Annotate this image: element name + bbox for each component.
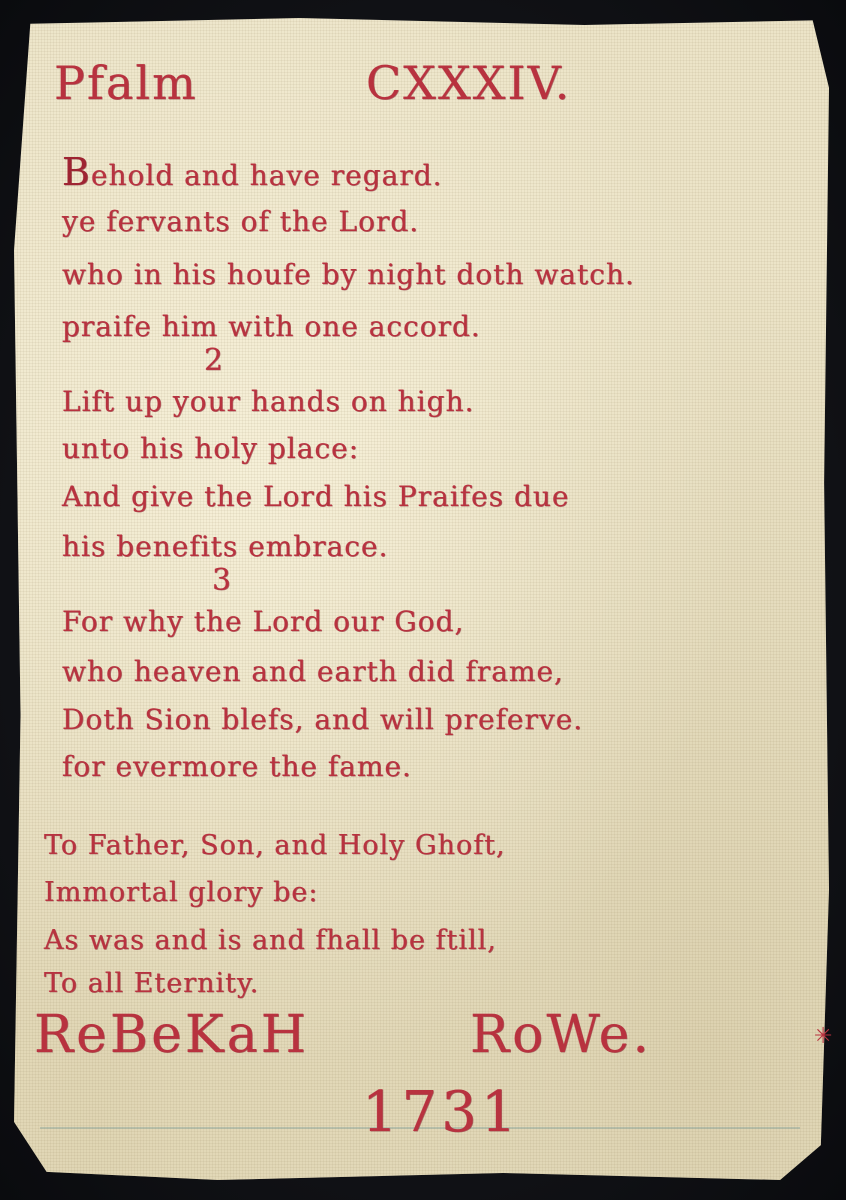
verse-line: Behold and have regard.: [62, 150, 443, 194]
psalm-title-number: CXXXIV.: [366, 56, 572, 110]
verse-line: Immortal glory be:: [44, 877, 319, 908]
verse-line: Doth Sion blefs, and will preferve.: [62, 703, 584, 736]
verse-line: And give the Lord his Praifes due: [62, 480, 570, 513]
psalm-title-word: Pfalm: [54, 56, 198, 110]
verse-line: To Father, Son, and Holy Ghoft,: [44, 830, 506, 861]
cross-stitch-star-icon: ✳: [814, 1024, 833, 1049]
verse-line: For why the Lord our God,: [62, 605, 465, 638]
verse-line: To all Eternity.: [44, 968, 260, 999]
signature-year: 1731: [362, 1080, 521, 1145]
verse-line: praife him with one accord.: [62, 310, 481, 343]
verse-line: for evermore the fame.: [62, 750, 412, 783]
verse-line: Lift up your hands on high.: [62, 385, 475, 418]
verse-line: who heaven and earth did frame,: [62, 655, 564, 688]
signature-last-name: RoWe.: [470, 1005, 652, 1065]
verse-line: unto his holy place:: [62, 432, 360, 465]
verse-number: 3: [212, 563, 233, 598]
signature-first-name: ReBeKaH: [34, 1005, 310, 1065]
verse-line: his benefits embrace.: [62, 530, 389, 563]
verse-line: who in his houfe by night doth watch.: [62, 258, 635, 291]
verse-number: 2: [204, 343, 225, 378]
verse-line: ye fervants of the Lord.: [62, 205, 420, 238]
verse-line: As was and is and fhall be ftill,: [44, 925, 497, 956]
